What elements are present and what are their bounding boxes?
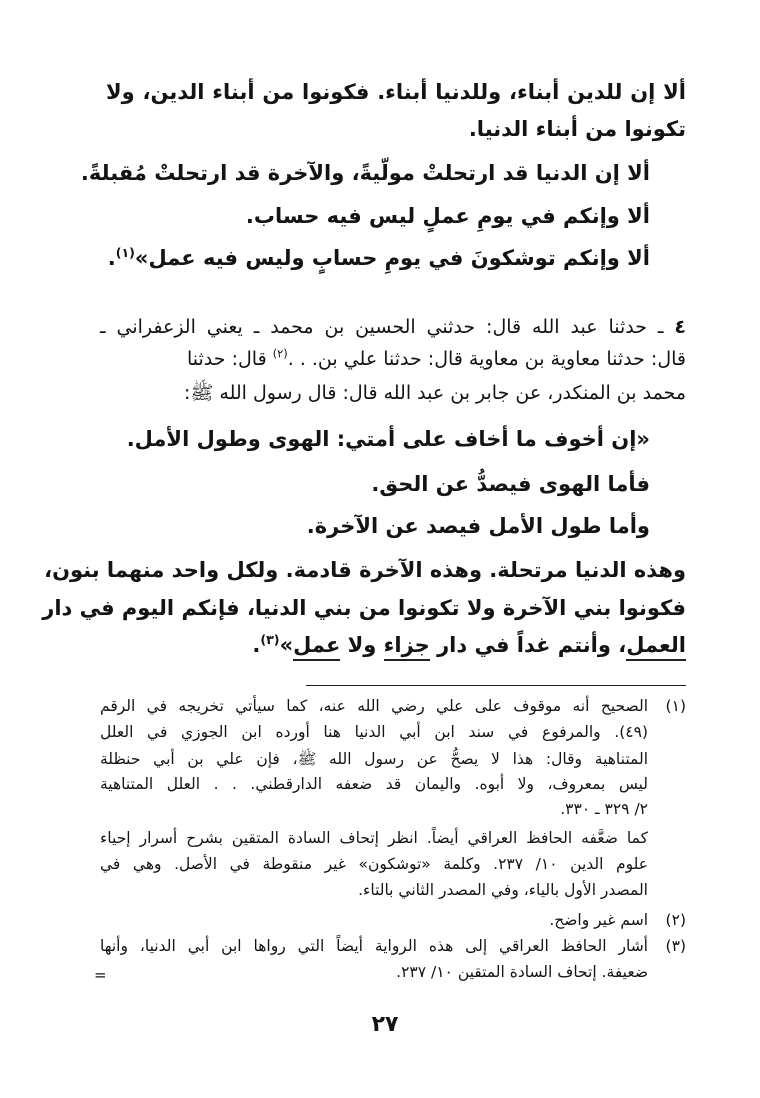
isnad-line1 <box>100 316 686 338</box>
matn-line4: وهذه الدنيا مرتحلة. وهذه الآخرة قادمة. ولكل واحد منهما بنون، <box>44 558 686 582</box>
para1-line2: تكونوا من أبناء الدنيا. <box>468 117 686 141</box>
isnad-line2-part2: قال: حدثنا <box>187 348 267 370</box>
matn6-text: ، وأنتم غداً في دار <box>437 633 627 657</box>
matn6-amal-underlined: العمل <box>626 633 686 661</box>
matn6-jaza-underlined: جزاء <box>384 633 430 661</box>
footnote-separator <box>306 685 686 686</box>
footnote1-line8: المصدر الأول بالياء، وفي المصدر الثاني بالتاء. <box>358 881 648 899</box>
footnote1-line1: الصحيح أنه موقوف على علي رضي الله عنه، كما سيأتي تخريجه في الرقم <box>100 697 648 715</box>
matn6-wala: ولا <box>347 633 377 657</box>
footnote1-marker: (١) <box>665 697 686 715</box>
footnote2-line1: اسم غير واضح. <box>549 911 648 929</box>
footnote-ref-3: (٣) <box>260 632 280 647</box>
matn-line1: «إن أخوف ما أخاف على أمتي: الهوى وطول الأمل. <box>126 427 650 451</box>
matn-line5: فكونوا بني الآخرة ولا تكونوا من بني الدنيا، فإنكم اليوم في دار <box>42 596 686 620</box>
isnad-line2-part1: قال: حدثنا معاوية بن معاوية قال: حدثنا علي بن. . . <box>287 348 686 370</box>
footnote-ref-1: (١) <box>115 245 135 260</box>
page-number: ٢٧ <box>371 1012 399 1037</box>
footnote3-line1: أشار الحافظ العراقي إلى هذه الرواية أيضاً التي رواها ابن أبي الدنيا، وأنها <box>100 937 648 955</box>
footnote1-line7: علوم الدين ١٠/ ٢٣٧. وكلمة «توشكون» غير منقوطة في الأصل. وهي في <box>100 855 648 873</box>
continuation-mark: = <box>94 966 107 984</box>
footnote1-line6: كما ضعَّفه الحافظ العراقي أيضاً. انظر إتحاف السادة المتقين بشرح أسرار إحياء <box>100 829 648 847</box>
footnote1-line4: ليس بمعروف، ولا أبوه. واليمان قد ضعفه الدارقطني. . . العلل المتناهية <box>100 775 648 793</box>
hadith-number: ٤ <box>674 316 687 338</box>
footnote1-line3: المتناهية وقال: هذا لا يصحُّ عن رسول الله ﷺ، فإن علي بن أبي حنظلة <box>100 750 648 768</box>
isnad-line3: محمد بن المنكدر، عن جابر بن عبد الله قال: قال رسول الله ﷺ: <box>184 382 686 404</box>
footnote2-marker: (٢) <box>665 911 686 929</box>
footnote1-line5: ٢/ ٣٢٩ ـ ٣٣٠. <box>560 800 648 818</box>
verse-line2: ألا وإنكم في يومِ عملٍ ليس فيه حساب. <box>245 204 650 228</box>
para1-line1: ألا إن للدين أبناء، وللدنيا أبناء. فكونوا من أبناء الدين، ولا <box>106 80 686 104</box>
matn-line2: فأما الهوى فيصدُّ عن الحق. <box>371 472 650 496</box>
isnad-line2 <box>187 348 686 370</box>
footnote-ref-2: (٢) <box>272 346 288 361</box>
verse-line1: ألا إن الدنيا قد ارتحلتْ مولّيةً، والآخرة قد ارتحلتْ مُقبلةً. <box>80 161 650 185</box>
matn-line3: وأما طول الأمل فيصد عن الآخرة. <box>306 514 650 538</box>
isnad-line1-text: ـ حدثنا عبد الله قال: حدثني الحسين بن محمد ـ يعني الزعفراني ـ <box>100 316 664 338</box>
matn-line6: العمل، وأنتم غداً في دار جزاء ولا عمل»$^{(٣)}$. <box>252 633 686 657</box>
footnote3-line2: ضعيفة. إتحاف السادة المتقين ١٠/ ٢٣٧. <box>396 963 648 981</box>
verse-line3: ألا وإنكم توشكونَ في يومِ حسابٍ وليس فيه عمل»$^{(١)}$. <box>107 245 650 270</box>
verse3-text: ألا وإنكم توشكونَ في يومِ حسابٍ وليس فيه عمل» <box>134 246 650 270</box>
footnote1-line2: (٤٩). والمرفوع في سند ابن أبي الدنيا هنا أورده ابن الجوزي في العلل <box>100 723 648 741</box>
footnote3-marker: (٣) <box>665 937 686 955</box>
matn6-amal2-underlined: عمل <box>293 633 340 661</box>
matn6-close-quote: » <box>279 633 294 657</box>
